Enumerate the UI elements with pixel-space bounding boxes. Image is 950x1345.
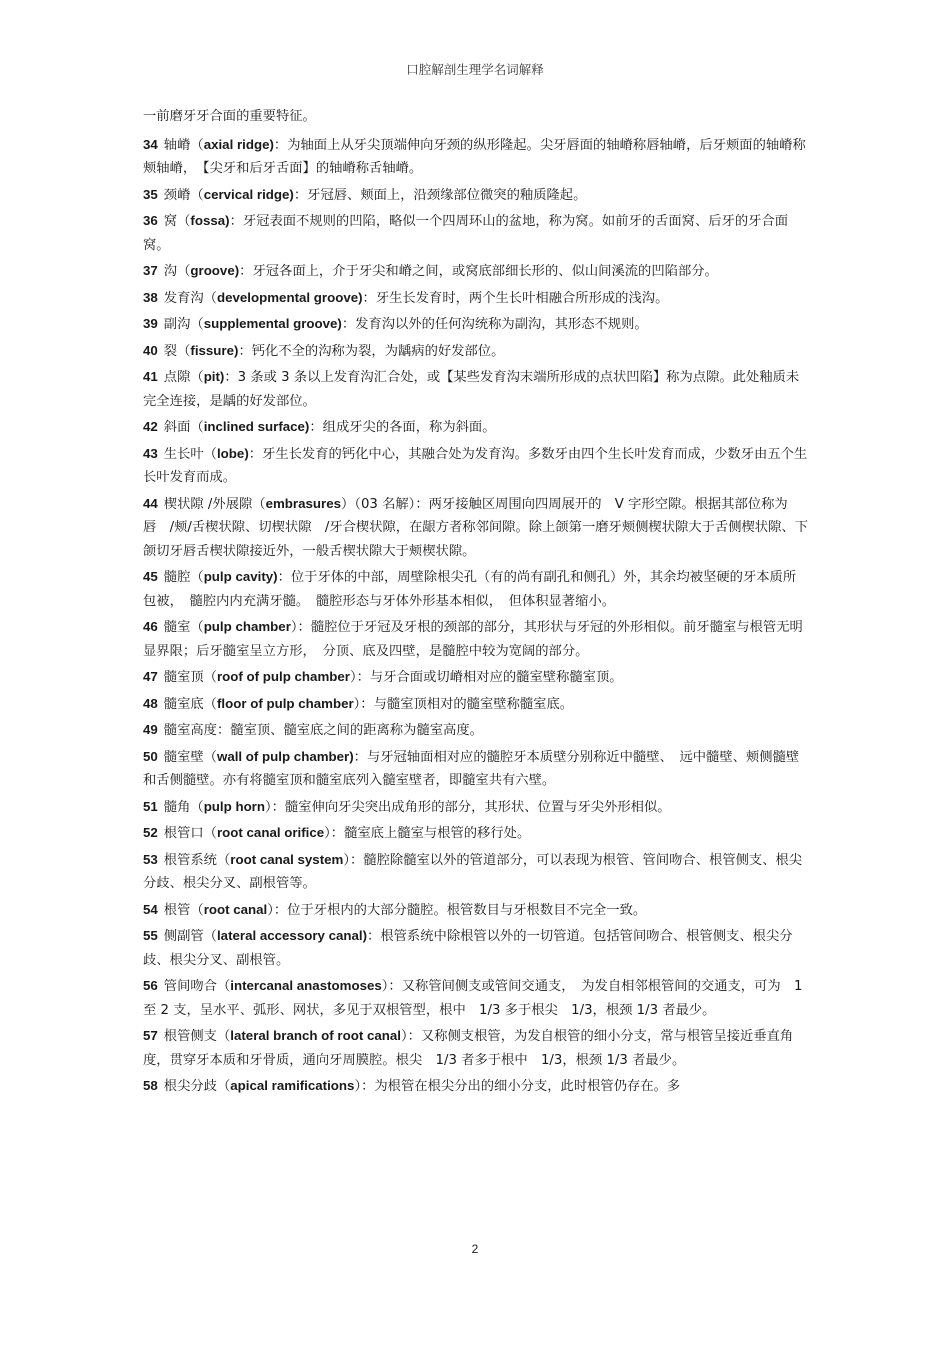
glossary-entry xyxy=(143,665,808,690)
entry-term: 髓室壁（ xyxy=(163,749,217,765)
entry-english-term: intercanal anastomoses xyxy=(230,978,382,993)
entry-english-term: lateral branch of root canal xyxy=(230,1028,401,1043)
glossary-entry xyxy=(143,924,808,972)
entry-definition: ：发育沟以外的任何沟统称为副沟，其形态不规则。 xyxy=(341,317,648,332)
entry-english-term: supplemental groove) xyxy=(203,316,342,331)
entry-number: 50 xyxy=(143,748,158,764)
entry-number: 42 xyxy=(143,419,158,434)
entry-number: 51 xyxy=(143,798,158,814)
glossary-entry xyxy=(143,1024,808,1072)
entry-definition: ：牙冠唇、颊面上，沿颈缘部位微突的釉质隆起。 xyxy=(293,187,587,203)
entry-english-term: developmental groove) xyxy=(216,289,363,305)
entry-term: 根管系统（ xyxy=(163,852,231,868)
entry-term: 侧副管（ xyxy=(163,929,217,944)
entry-definition: ：髓室顶、髓室底之间的距离称为髓室高度。 xyxy=(216,723,483,738)
entry-english-term: apical ramifications xyxy=(230,1078,355,1093)
entry-english-term: fossa) xyxy=(190,213,230,228)
glossary-entry xyxy=(143,974,808,1022)
glossary-entry xyxy=(143,442,808,490)
page-header: 口腔解剖生理学名词解释 xyxy=(406,62,544,77)
entry-english-term: roof of pulp chamber xyxy=(216,669,350,684)
entry-term: 窝（ xyxy=(163,214,191,229)
entry-definition: ：组成牙尖的各面，称为斜面。 xyxy=(309,420,496,435)
entry-number: 46 xyxy=(143,619,158,634)
entry-definition: ：牙生长发育时，两个生长叶相融合所形成的浅沟。 xyxy=(362,290,669,306)
glossary-entry xyxy=(143,615,808,663)
entry-number: 41 xyxy=(143,369,158,384)
entry-term: 裂（ xyxy=(163,343,191,359)
entry-term: 副沟（ xyxy=(163,317,204,332)
glossary-entry xyxy=(143,795,808,820)
entry-term: 髓腔（ xyxy=(163,570,204,585)
entry-definition: ）：髓室伸向牙尖突出成角形的部分，其形状、位置与牙尖外形相似。 xyxy=(264,799,671,815)
entry-term: 根管口（ xyxy=(163,826,217,841)
entry-number: 44 xyxy=(143,495,158,511)
entry-term: 根管（ xyxy=(163,902,204,918)
entry-definition: ：牙生长发育的钙化中心，其融合处为发育沟。多数牙由四个生长叶发育而成，少数牙由五个生长叶发育而成。 xyxy=(143,446,808,485)
entry-definition: ：为轴面上从牙尖顶端伸向牙颈的纵形隆起。尖牙唇面的轴嵴称唇轴嵴，后牙颊面的轴嵴称颊轴嵴， 【尖牙和后牙舌面】的轴嵴称舌轴嵴。 xyxy=(143,137,806,176)
entry-definition: ：牙冠各面上，介于牙尖和嵴之间，或窝底部细长形的、似山间溪流的凹陷部分。 xyxy=(239,264,718,279)
entry-term: 髓室底（ xyxy=(163,696,217,712)
entry-english-term: root canal system xyxy=(230,851,344,867)
entry-english-term: groove) xyxy=(190,263,240,278)
entry-number: 37 xyxy=(143,263,158,278)
entry-english-term: inclined surface) xyxy=(203,419,310,434)
glossary-entry xyxy=(143,286,808,311)
glossary-entry xyxy=(143,259,808,284)
glossary-entry xyxy=(143,133,808,181)
glossary-entry xyxy=(143,492,808,564)
entry-number: 36 xyxy=(143,213,158,228)
entry-english-term: lateral accessory canal) xyxy=(216,928,368,943)
entry-definition: ：牙冠表面不规则的凹陷，略似一个四周环山的盆地，称为窝。如前牙的舌面窝、后牙的牙合面窝。 xyxy=(143,214,789,253)
entry-term: 沟（ xyxy=(163,264,191,279)
glossary-entry xyxy=(143,209,808,257)
entry-term: 生长叶（ xyxy=(163,446,217,462)
entry-number: 54 xyxy=(143,901,158,917)
entry-number: 38 xyxy=(143,289,158,305)
glossary-entry xyxy=(143,565,808,613)
entry-term: 髓室（ xyxy=(163,620,204,635)
entry-term: 发育沟（ xyxy=(163,290,217,306)
intro-line: 一前磨牙牙合面的重要特征。 xyxy=(143,109,316,124)
entry-english-term: lobe) xyxy=(216,445,249,461)
entry-definition: ：位于牙体的中部，周壁除根尖孔（有的尚有副孔和侧孔）外，其余均被坚硬的牙本质所包被， 髓腔内内充满牙髓。 髓腔形态与牙体外形基本相似， 但体积显著缩小。 xyxy=(143,570,797,609)
entry-definition: ）：位于牙根内的大部分髓腔。根管数目与牙根数目不完全一致。 xyxy=(267,902,647,918)
entry-definition: ：3 条或 3 条以上发育沟汇合处，或【某些发育沟末端所形成的点状凹陷】称为点隙。此处釉质未完全连接，是龋的好发部位。 xyxy=(143,370,800,409)
glossary-entry xyxy=(143,848,808,896)
entry-english-term: root canal xyxy=(203,901,268,917)
entry-definition: ：钙化不全的沟称为裂，为龋病的好发部位。 xyxy=(238,343,505,359)
entry-term: 斜面（ xyxy=(163,420,204,435)
entry-definition: ）：与牙合面或切嵴相对应的髓室壁称髓室顶。 xyxy=(349,670,623,685)
entry-english-term: wall of pulp chamber) xyxy=(216,748,354,764)
entry-definition: ）：髓腔除髓室以外的管道部分，可以表现为根管、管间吻合、根管侧支、根尖分歧、根尖分叉、副根管等。 xyxy=(143,852,803,891)
entry-term: 髓室顶（ xyxy=(163,670,217,685)
entry-english-term: pulp cavity) xyxy=(203,569,278,584)
entry-definition: ）：又称侧支根管，为发自根管的细小分支，常与根管呈接近垂直角度，贯穿牙本质和牙骨质，通向牙周膜腔。根尖 1/3 者多于根中 1/3，根颈 1/3 者最少。 xyxy=(143,1029,794,1068)
term-list xyxy=(143,133,808,1099)
entry-definition: ）：髓室底上髓室与根管的移行处。 xyxy=(324,826,531,841)
entry-term: 点隙（ xyxy=(163,370,204,385)
glossary-entry xyxy=(143,692,808,717)
entry-term: 轴嵴（ xyxy=(163,137,204,153)
glossary-entry xyxy=(143,898,808,923)
entry-definition: ）：又称管间侧支或管间交通支， 为发自相邻根管间的交通支，可为 1 至 2 支，呈水平、弧形、网状，多见于双根管型，根中 1/3 多于根尖 1/3，根颈 1/3 者最少。 xyxy=(143,979,803,1018)
entry-definition: ）（03 名解）：两牙接触区周围向四周展开的 V 字形空隙。根据其部位称为唇 /颊/舌楔状隙、切楔状隙 /牙合楔状隙，在龈方者称邻间隙。除上颌第一磨牙颊侧楔状隙大于舌侧楔状隙、下颌切牙唇舌楔状隙接近外，一般舌楔状隙大于颊楔状隙。 xyxy=(143,496,808,559)
glossary-entry xyxy=(143,339,808,364)
entry-number: 45 xyxy=(143,569,158,584)
entry-number: 55 xyxy=(143,928,158,943)
glossary-entry xyxy=(143,415,808,440)
entry-number: 39 xyxy=(143,316,158,331)
page-number: 2 xyxy=(471,1242,479,1256)
entry-term: 颈嵴（ xyxy=(163,187,204,203)
entry-number: 48 xyxy=(143,695,158,711)
glossary-entry xyxy=(143,183,808,208)
glossary-entry xyxy=(143,1074,808,1099)
entry-definition: ）：髓腔位于牙冠及牙根的颈部的部分，其形状与牙冠的外形相似。前牙髓室与根管无明显界限；后牙髓室呈立方形， 分顶、底及四壁，是髓腔中较为宽阔的部分。 xyxy=(143,620,803,659)
entry-english-term: fissure) xyxy=(190,342,239,358)
entry-english-term: embrasures xyxy=(265,495,341,511)
entry-number: 34 xyxy=(143,136,158,152)
entry-term: 髓室高度 xyxy=(163,723,217,738)
entry-number: 57 xyxy=(143,1028,158,1043)
document-body xyxy=(143,105,808,1101)
entry-number: 49 xyxy=(143,722,158,737)
glossary-entry xyxy=(143,718,808,743)
entry-term: 楔状隙 /外展隙（ xyxy=(163,496,266,512)
entry-definition: ）：与髓室顶相对的髓室壁称髓室底。 xyxy=(353,696,574,712)
entry-number: 56 xyxy=(143,978,158,993)
entry-english-term: axial ridge) xyxy=(203,136,274,152)
entry-definition: ：根管系统中除根管以外的一切管道。包括管间吻合、根管侧支、根尖分歧、根尖分叉、副根管。 xyxy=(143,929,793,968)
entry-english-term: pulp chamber xyxy=(203,619,291,634)
entry-number: 58 xyxy=(143,1078,158,1093)
entry-english-term: pulp horn xyxy=(203,798,265,814)
glossary-entry xyxy=(143,745,808,793)
entry-number: 43 xyxy=(143,445,158,461)
entry-english-term: pit) xyxy=(203,369,225,384)
glossary-entry xyxy=(143,365,808,413)
entry-english-term: root canal orifice xyxy=(216,825,325,840)
entry-term: 根尖分歧（ xyxy=(163,1079,231,1094)
entry-definition: ：与牙冠轴面相对应的髓腔牙本质壁分别称近中髓壁、 远中髓壁、颊侧髓壁和舌侧髓壁。亦有将髓室顶和髓室底列入髓室壁者，即髓室共有六壁。 xyxy=(143,749,800,788)
entry-english-term: cervical ridge) xyxy=(203,186,294,202)
entry-number: 40 xyxy=(143,342,158,358)
entry-number: 52 xyxy=(143,825,158,840)
entry-term: 根管侧支（ xyxy=(163,1029,231,1044)
entry-term: 管间吻合（ xyxy=(163,979,231,994)
entry-number: 47 xyxy=(143,669,158,684)
entry-number: 35 xyxy=(143,186,158,202)
glossary-entry xyxy=(143,312,808,337)
entry-definition: ）：为根管在根尖分出的细小分支，此时根管仍存在。多 xyxy=(354,1079,681,1094)
entry-number: 53 xyxy=(143,851,158,867)
entry-english-term: floor of pulp chamber xyxy=(216,695,354,711)
entry-term: 髓角（ xyxy=(163,799,204,815)
glossary-entry xyxy=(143,821,808,846)
